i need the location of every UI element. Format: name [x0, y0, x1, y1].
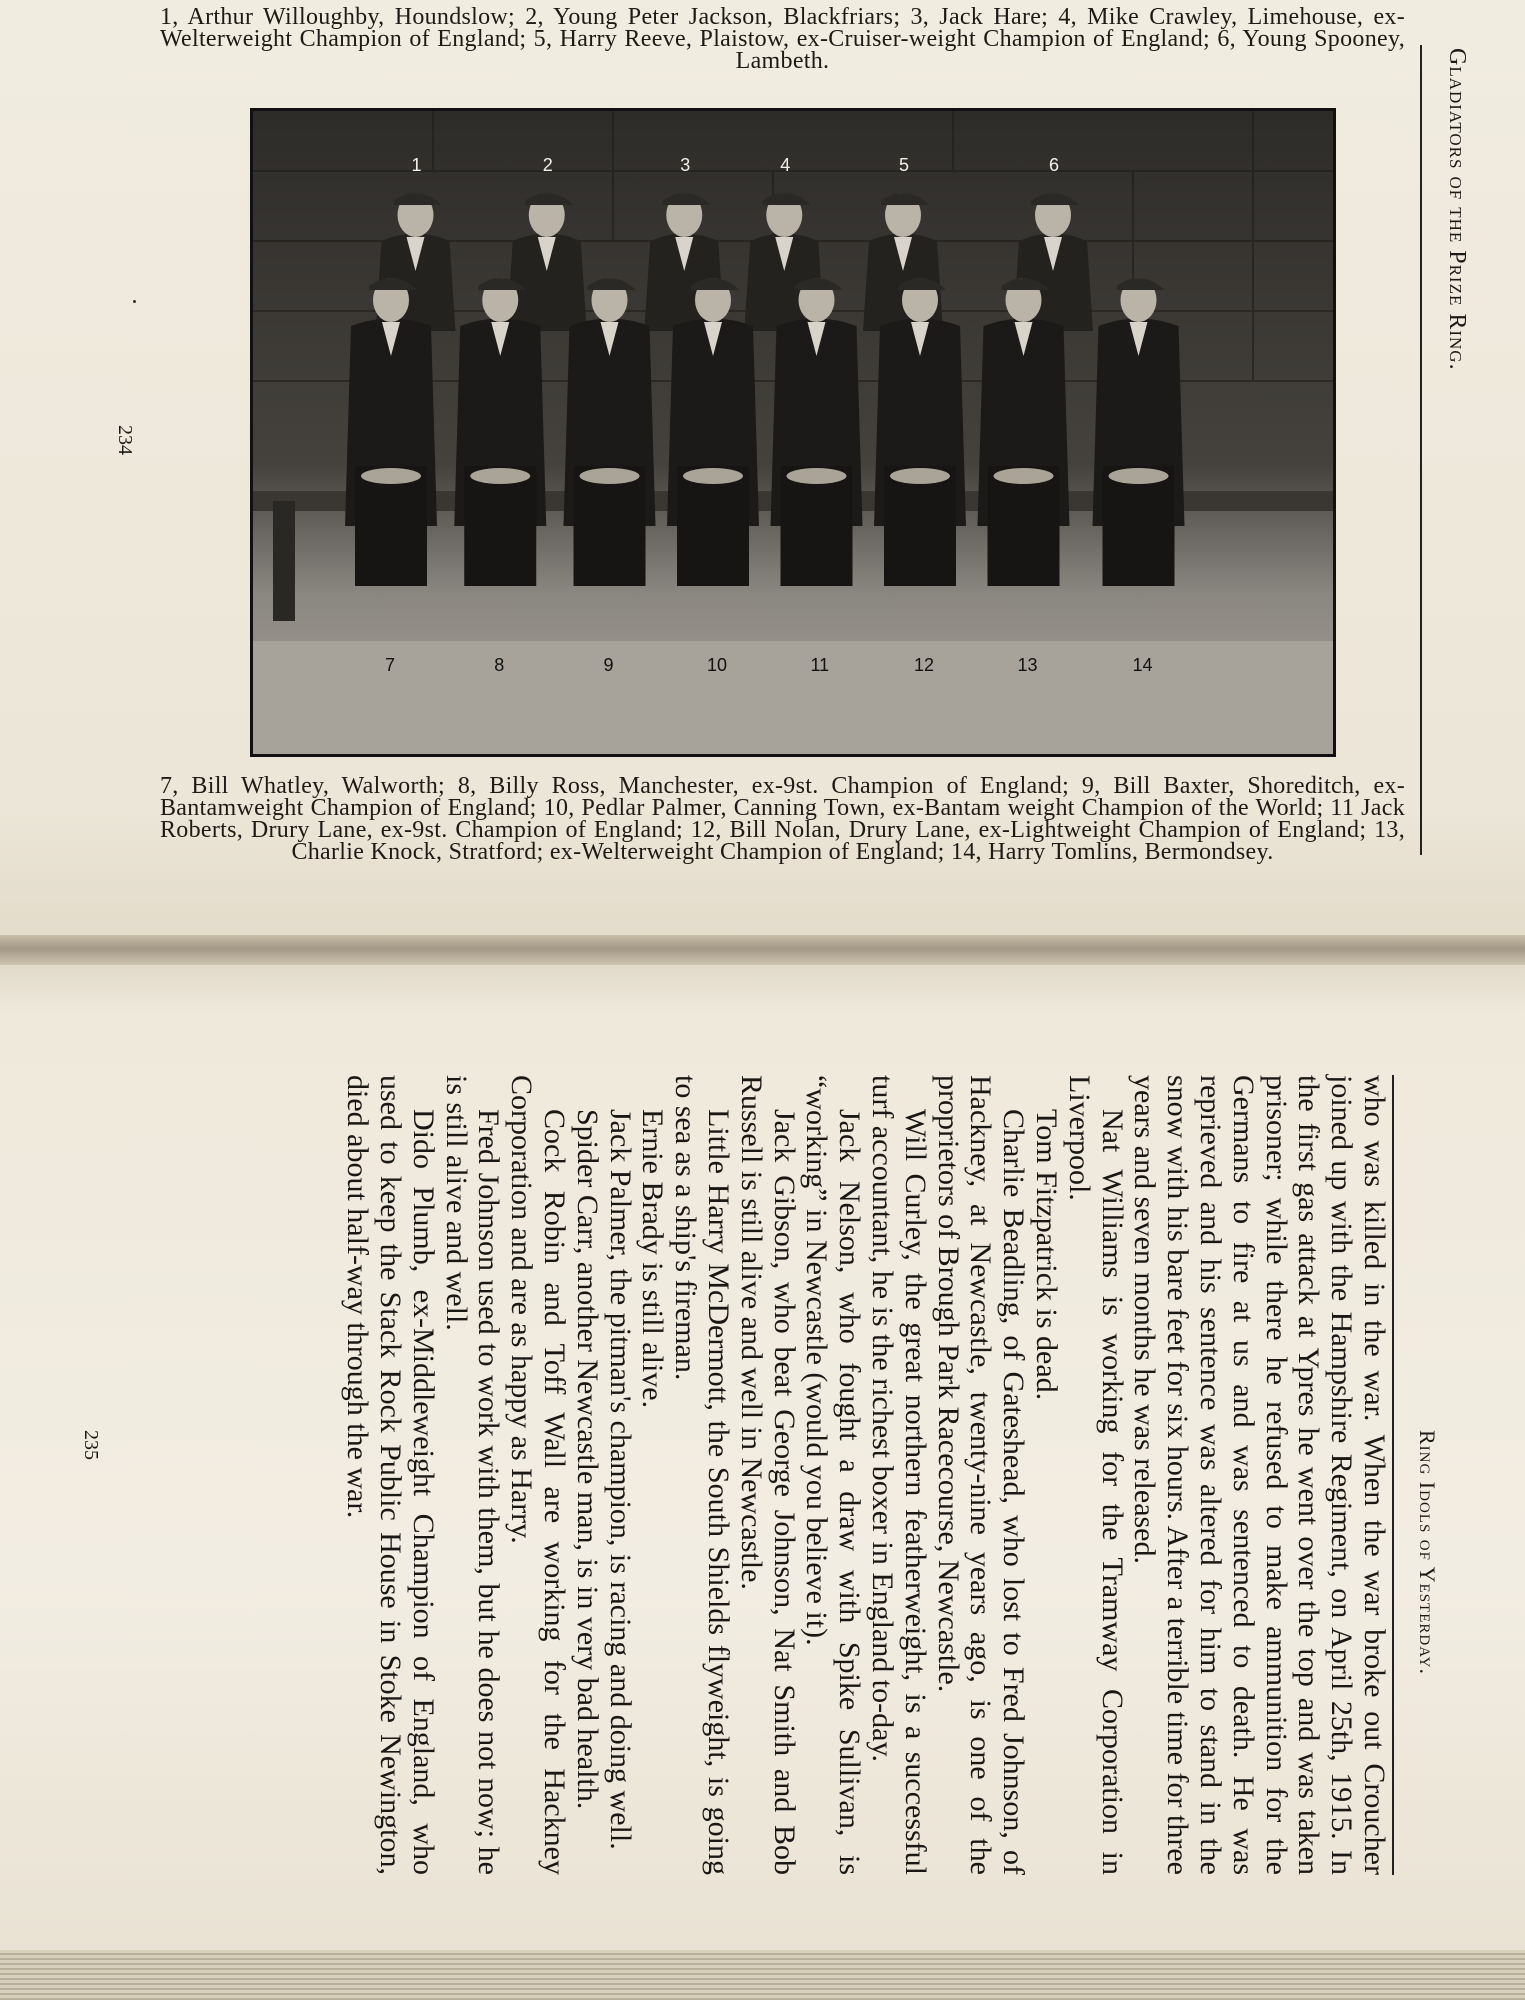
paragraph: Jack Palmer, the pitman's champion, is racing and doing well.: [603, 1109, 637, 1850]
boxers-group-photo: [253, 111, 1333, 754]
paragraph: Nat Williams is working for the Tramway Corporation in Liverpool.: [1062, 1075, 1129, 1875]
page-number-text: 235: [80, 1430, 102, 1460]
book-spine-gutter: [0, 935, 1525, 965]
photo-number-label: 1: [411, 155, 422, 175]
left-page: [0, 0, 1525, 950]
boxer-figure: [345, 278, 437, 586]
boxer-figure: [667, 278, 759, 586]
paragraph: Jack Gibson, who beat George Johnson, Nat Smith and Bob Russell is still alive and well in Newcastle.: [734, 1075, 801, 1875]
paragraph: Fred Johnson used to work with them, but he does not now; he is still alive and well.: [439, 1075, 506, 1875]
page-number-text: 234: [114, 425, 136, 455]
boxer-figure: [564, 278, 656, 586]
body-text: [341, 1075, 1391, 1875]
photo-number-label: 4: [780, 155, 791, 175]
photo-number-label: 14: [1132, 655, 1153, 675]
speck: [133, 300, 136, 303]
photo-number-label: 3: [680, 155, 691, 175]
paragraph: Ernie Brady is still alive.: [636, 1109, 670, 1409]
photo-caption-bottom: 7, Bill Whatley, Walworth; 8, Billy Ross, Manchester, ex-9st. Champion of England; 9, Bill Baxter, Shoreditch, ex-Bantamweight Champion of England; 10, Pedlar Palmer, Canning Town, ex-Bantam weight Champion of the World; 11 Jack Roberts, Drury Lane, ex-9st. Champion of England; 12, Bill Nolan, Drury Lane, ex-Lightweight Champion of England; 13, Charlie Knock, Stratford; ex-Welterweight Champion of England; 14, Harry Tomlins, Bermondsey.: [160, 773, 1405, 865]
paragraph: Will Curley, the great northern featherweight, is a successful turf accountant, he is the richest boxer in England to-day.: [866, 1075, 932, 1875]
paragraph: Jack Nelson, who fought a draw with Spike Sullivan, is “working” in Newcastle (would you believe it).: [800, 1075, 867, 1875]
photo-number-label: 2: [542, 155, 553, 175]
running-head-left-page: [1440, 48, 1480, 468]
photo-number-label: 8: [494, 655, 505, 675]
group-photograph: [250, 108, 1336, 757]
paragraph: Dido Plumb, ex-Middleweight Champion of England, who used to keep the Stack Rock Public House in Stoke Newington, died about half-way through the war.: [341, 1075, 440, 1875]
paragraph: Tom Fitzpatrick is dead.: [1030, 1109, 1064, 1401]
boxer-figure: [978, 278, 1070, 586]
paragraph: who was killed in the war. When the war broke out Croucher joined up with the Hampshire Regiment, on April 25th, 1915. In the first gas attack at Ypres he went over the top and was taken prisoner; while there he refused to make ammunition for the Germans to fire at us and was sentenced to death. He was reprieved and his sentence was altered for him to stand in the snow with his bare feet for six hours. After a terrible time for three years and seven months he was released.: [1128, 1075, 1391, 1875]
photo-number-label: 7: [385, 655, 396, 675]
paragraph: Little Harry McDermott, the South Shields flyweight, is going to sea as a ship's fireman.: [669, 1075, 736, 1875]
photo-number-label: 9: [603, 655, 614, 675]
photo-number-label: 10: [707, 655, 728, 675]
paragraph: Cock Robin and Toff Wall are working for the Hackney Corporation and are as happy as Harry.: [505, 1075, 572, 1875]
page-number-234: [112, 425, 142, 465]
photo-number-label: 6: [1049, 155, 1060, 175]
paragraph: Spider Carr, another Newcastle man, is in very bad health.: [570, 1109, 604, 1810]
paragraph: Charlie Beadling, of Gateshead, who lost to Fred Johnson, of Hackney, at Newcastle, twenty-nine years ago, is one of the proprietors of Brough Park Racecourse, Newcastle.: [931, 1075, 1031, 1875]
boxer-figure: [771, 278, 863, 586]
running-head-text: Gladiators of the Prize Ring.: [1444, 48, 1470, 371]
photo-number-label: 11: [810, 655, 830, 675]
boxer-figure: [1093, 278, 1185, 586]
boxer-figure: [874, 278, 966, 586]
running-head-right-page: Ring Idols of Yesterday.: [1415, 1429, 1440, 1675]
rotated-text-block: [140, 1075, 1390, 1875]
boxer-figure: [454, 278, 546, 586]
photo-number-label: 5: [899, 155, 910, 175]
photo-number-label: 12: [914, 655, 935, 675]
vertical-rule: [1420, 45, 1422, 855]
photo-caption-top: 1, Arthur Willoughby, Houndslow; 2, Young Peter Jackson, Blackfriars; 3, Jack Hare; 4, Mike Crawley, Limehouse, ex-Welterweight Champion of England; 5, Harry Reeve, Plaistow, ex-Cruiser-weight Champion of England; 6, Young Spooney, Lambeth.: [160, 4, 1405, 74]
page-number-235: [78, 1430, 108, 1470]
running-head-rule: [1392, 1075, 1394, 1875]
page-edges: [0, 1950, 1525, 2000]
photo-number-label: 13: [1017, 655, 1038, 675]
